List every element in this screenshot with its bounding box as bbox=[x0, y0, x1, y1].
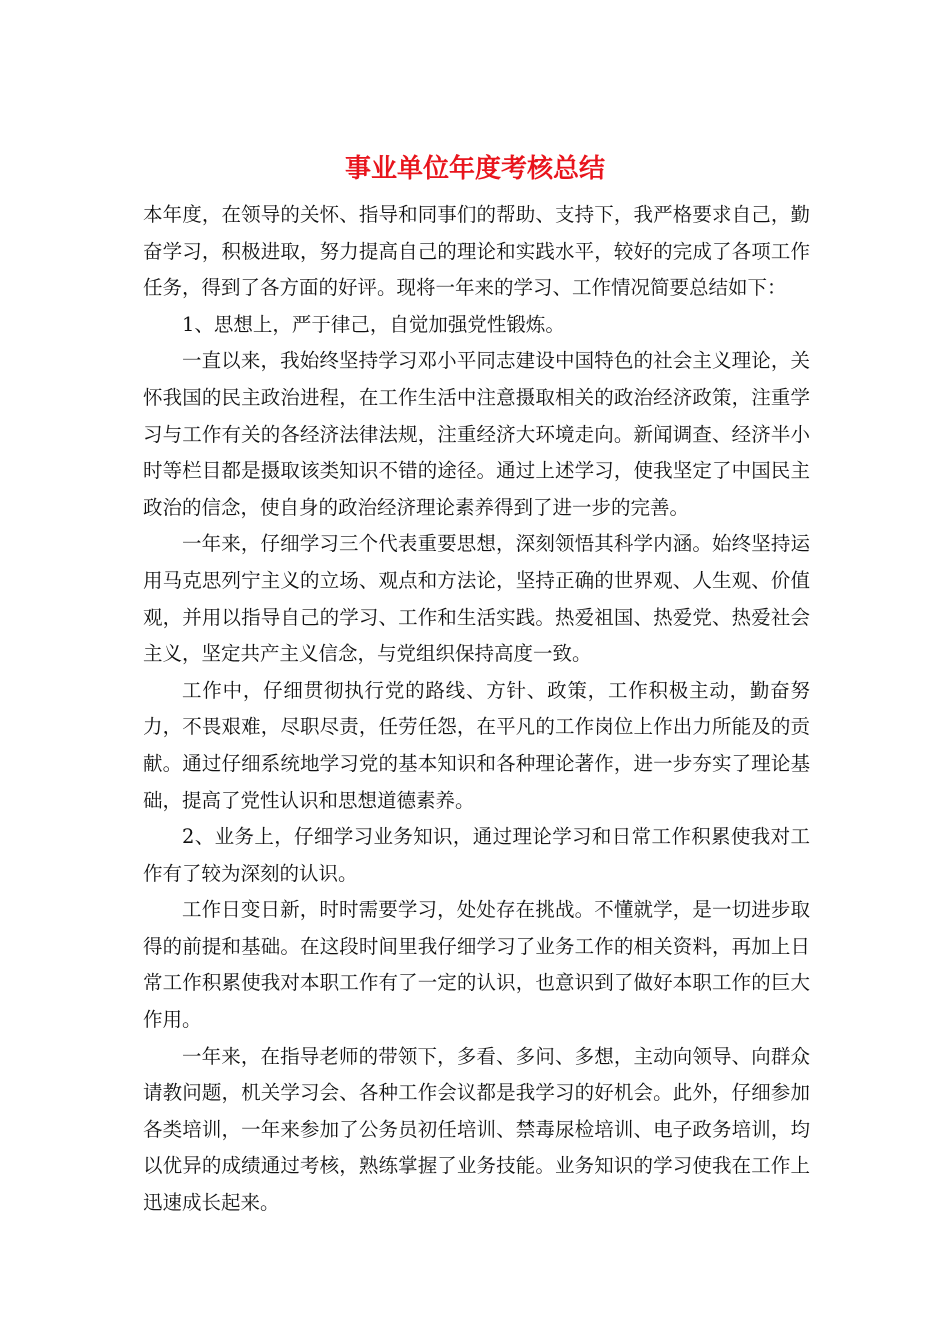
paragraph: 一年来，仔细学习三个代表重要思想，深刻领悟其科学内涵。始终坚持运用马克思列宁主义的立场、观点和方法论，坚持正确的世界观、人生观、价值观，并用以指导自己的学习、工作和生活实践。热爱祖国、热爱党、热爱社会主义，坚定共产主义信念，与党组织保持高度一致。 bbox=[143, 532, 810, 666]
paragraph-intro: 本年度，在领导的关怀、指导和同事们的帮助、支持下，我严格要求自己，勤奋学习，积极进取，努力提高自己的理论和实践水平，较好的完成了各项工作任务，得到了各方面的好评。现将一年来的学习、工作情况简要总结如下： bbox=[143, 203, 810, 300]
paragraph: 一直以来，我始终坚持学习邓小平同志建设中国特色的社会主义理论，关怀我国的民主政治进程，在工作生活中注意摄取相关的政治经济政策，注重学习与工作有关的各经济法律法规，注重经济大环境走向。新闻调查、经济半小时等栏目都是摄取该类知识不错的途径。通过上述学习，使我坚定了中国民主政治的信念，使自身的政治经济理论素养得到了进一步的完善。 bbox=[143, 349, 810, 519]
document-title: 事业单位年度考核总结 bbox=[344, 154, 605, 184]
paragraph: 工作中，仔细贯彻执行党的路线、方针、政策，工作积极主动，勤奋努力，不畏艰难，尽职尽责，任劳任怨，在平凡的工作岗位上作出力所能及的贡献。通过仔细系统地学习党的基本知识和各种理论著作，进一步夯实了理论基础，提高了党性认识和思想道德素养。 bbox=[143, 678, 810, 812]
paragraph: 工作日变日新，时时需要学习，处处存在挑战。不懂就学，是一切进步取得的前提和基础。在这段时间里我仔细学习了业务工作的相关资料，再加上日常工作积累使我对本职工作有了一定的认识，也意识到了做好本职工作的巨大作用。 bbox=[143, 898, 810, 1032]
document-body bbox=[143, 197, 810, 1222]
paragraph-section-1-heading: 1、思想上，严于律己，自觉加强党性锻炼。 bbox=[182, 312, 565, 336]
paragraph: 一年来，在指导老师的带领下，多看、多问、多想，主动向领导、向群众请教问题，机关学习会、各种工作会议都是我学习的好机会。此外，仔细参加各类培训，一年来参加了公务员初任培训、禁毒尿检培训、电子政务培训，均以优异的成绩通过考核，熟练掌握了业务技能。业务知识的学习使我在工作上迅速成长起来。 bbox=[143, 1044, 810, 1215]
paragraph-section-2-heading: 2、业务上，仔细学习业务知识，通过理论学习和日常工作积累使我对工作有了较为深刻的认识。 bbox=[143, 825, 810, 885]
